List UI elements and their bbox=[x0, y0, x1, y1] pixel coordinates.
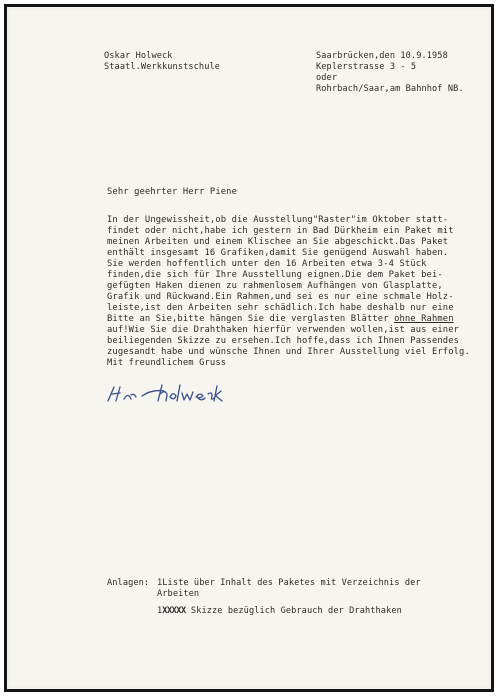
enclosure-item-2-prefix: 1 bbox=[157, 606, 163, 616]
closing: Mit freundlichem Gruss bbox=[107, 358, 227, 368]
body-line: auf!Wie Sie die Drahthaken hierfür verwenden wollen,ist aus einer bbox=[107, 325, 460, 335]
body-line: finden,die sich für Ihre Ausstellung eignen.Die dem Paket bei- bbox=[107, 270, 443, 280]
underlined-phrase: ohne Rahmen bbox=[394, 314, 454, 324]
place-date: Saarbrücken,den 10.9.1958 bbox=[316, 51, 448, 61]
body-line: Sie werden hoffentlich unter den 16 Arbeiten etwa 3-4 Stück bbox=[107, 259, 427, 269]
enclosures-label: Anlagen: bbox=[107, 578, 150, 588]
body-line-text: Bitte an Sie,bitte hängen Sie die verglasten Blätter bbox=[107, 314, 395, 324]
sender-institution: Staatl.Werkkunstschule bbox=[104, 62, 221, 72]
salutation: Sehr geehrter Herr Piene bbox=[107, 187, 237, 197]
handwritten-signature bbox=[104, 377, 244, 409]
body-line: beiliegenden Skizze zu ersehen.Ich hoffe,dass ich Ihnen Passendes bbox=[107, 336, 460, 346]
alt-address: Rohrbach/Saar,am Bahnhof NB. bbox=[316, 84, 464, 94]
enclosure-item-1-cont: Arbeiten bbox=[157, 589, 200, 599]
struck-out-text: XXXXX bbox=[162, 606, 186, 616]
body-line: Grafik und Rückwand.Ein Rahmen,und sei es nur eine schmale Holz- bbox=[107, 292, 454, 302]
body-line-with-underline bbox=[107, 314, 454, 324]
street-address: Keplerstrasse 3 - 5 bbox=[316, 62, 417, 72]
letter-sheet bbox=[10, 10, 488, 686]
sender-name: Oskar Holweck bbox=[104, 51, 173, 61]
body-line: zugesandt habe und wünsche Ihnen und Ihrer Ausstellung viel Erfolg. bbox=[107, 347, 470, 357]
enclosure-item-2-text: Skizze bezüglich Gebrauch der Drahthaken bbox=[185, 606, 402, 616]
body-line: In der Ungewissheit,ob die Ausstellung"Raster"im Oktober statt- bbox=[107, 215, 449, 225]
enclosure-item-1: 1Liste über Inhalt des Paketes mit Verzeichnis der bbox=[157, 578, 421, 588]
body-line: enthält insgesamt 16 Grafiken,damit Sie genügend Auswahl haben. bbox=[107, 248, 449, 258]
body-line: findet oder nicht,habe ich gestern in Bad Dürkheim ein Paket mit bbox=[107, 226, 454, 236]
enclosure-item-2 bbox=[157, 606, 402, 616]
body-line: gefügten Haken dienen zu rahmenlosem Aufhängen von Glasplatte, bbox=[107, 281, 443, 291]
address-or: oder bbox=[316, 73, 338, 83]
document-frame bbox=[4, 4, 494, 692]
body-line: leiste,ist den Arbeiten sehr schädlich.Ich habe deshalb nur eine bbox=[107, 303, 454, 313]
body-line: meinen Arbeiten und einem Klischee an Sie abgeschickt.Das Paket bbox=[107, 237, 449, 247]
